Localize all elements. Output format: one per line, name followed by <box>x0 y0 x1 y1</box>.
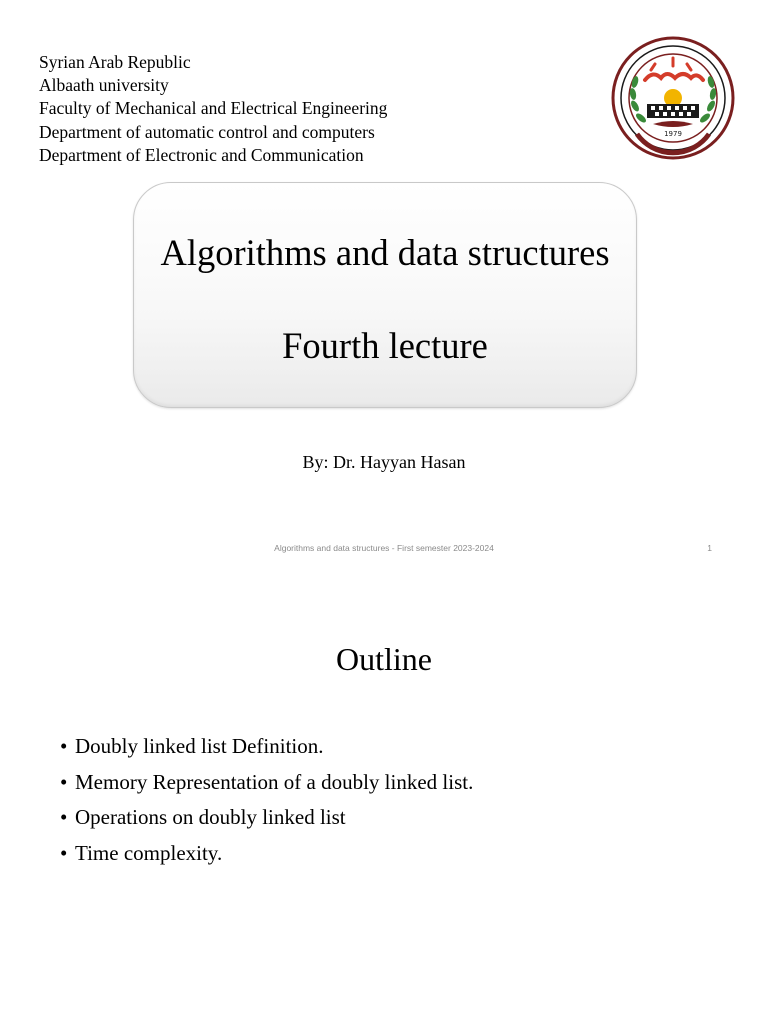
institution-header <box>39 51 387 167</box>
list-item-text: Memory Representation of a doubly linked list. <box>75 769 474 794</box>
header-line-faculty: Faculty of Mechanical and Electrical Engineering <box>39 98 388 119</box>
list-item <box>60 805 473 841</box>
page-number: 1 <box>707 543 712 553</box>
list-item-text: Operations on doubly linked list <box>75 805 346 830</box>
lecture-subtitle: Fourth lecture <box>282 325 488 366</box>
header-line-department-control: Department of automatic control and computers <box>39 121 375 142</box>
header-line-country: Syrian Arab Republic <box>39 52 191 72</box>
outline-title: Outline <box>336 641 432 677</box>
list-item-text: Time complexity. <box>75 841 223 866</box>
title-box <box>133 182 637 408</box>
author-byline: By: Dr. Hayyan Hasan <box>302 452 466 472</box>
seal-graphic <box>611 36 735 160</box>
bullet-icon: • <box>60 805 68 830</box>
seal-year: 1979 <box>664 130 682 138</box>
list-item-text: Doubly linked list Definition. <box>75 734 324 758</box>
bullet-icon: • <box>60 841 68 866</box>
list-item <box>60 841 473 877</box>
list-item <box>60 770 473 806</box>
bullet-icon: • <box>60 769 68 794</box>
slide-footer: Algorithms and data structures - First semester 2023-2024 <box>274 543 494 553</box>
university-seal-icon <box>611 36 735 160</box>
header-line-university: Albaath university <box>39 75 169 96</box>
outline-list <box>60 734 473 877</box>
lecture-title: Algorithms and data structures <box>160 232 610 273</box>
list-item <box>60 734 473 770</box>
header-line-department-electronic: Department of Electronic and Communication <box>39 144 364 165</box>
bullet-icon: • <box>60 734 68 758</box>
